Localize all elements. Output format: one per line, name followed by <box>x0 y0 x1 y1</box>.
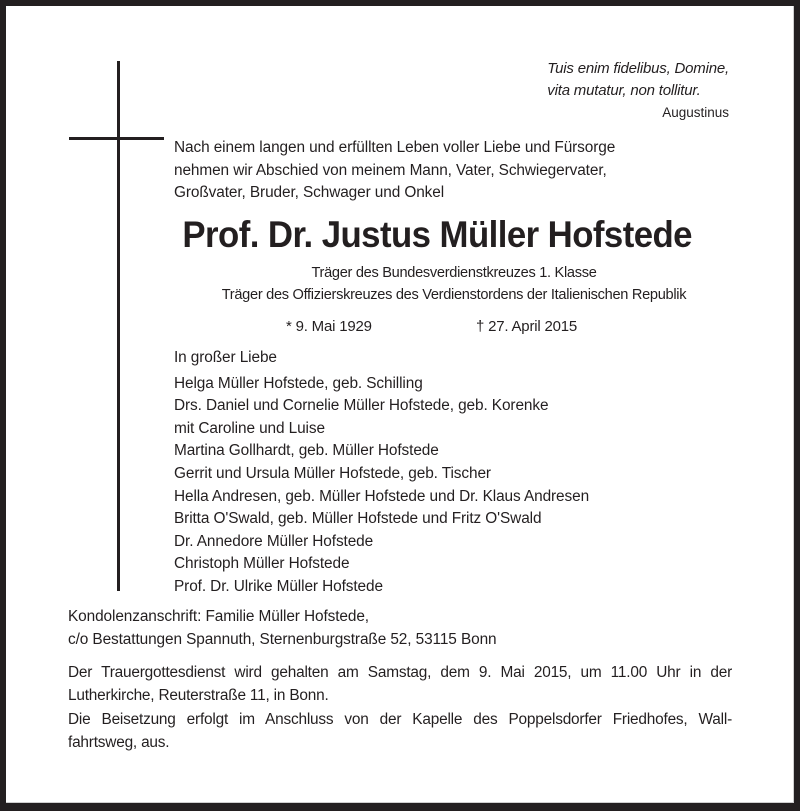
mourner-name: mit Caroline und Luise <box>174 419 325 437</box>
honors <box>174 262 734 306</box>
mourners-list <box>174 347 589 599</box>
address-line: c/o Bestattungen Spannuth, Sternenburgstraße 52, 53115 Bonn <box>68 630 497 648</box>
intro-text <box>174 137 615 205</box>
obituary-notice <box>6 6 794 803</box>
mourner-name: Britta O'Swald, geb. Müller Hofstede und Fritz O'Swald <box>174 510 542 528</box>
mourner-name: Christoph Müller Hofstede <box>174 555 350 573</box>
address-line: Kondolenzanschrift: Familie Müller Hofstede, <box>68 608 369 625</box>
mourner-name: Gerrit und Ursula Müller Hofstede, geb. Tischer <box>174 464 491 482</box>
quote-author: Augustinus <box>662 105 729 120</box>
burial-line: fahrtsweg, aus. <box>68 733 170 751</box>
mourner-name: Prof. Dr. Ulrike Müller Hofstede <box>174 577 383 595</box>
intro-line: Großvater, Bruder, Schwager und Onkel <box>174 184 445 202</box>
service-info <box>68 662 732 754</box>
mourner-name: Drs. Daniel und Cornelie Müller Hofstede, geb. Korenke <box>174 397 549 415</box>
intro-line: nehmen wir Abschied von meinem Mann, Vater, Schwiegervater, <box>174 161 607 179</box>
epigraph-quote <box>547 58 729 102</box>
deceased-name: Prof. Dr. Justus Müller Hofstede <box>182 214 692 255</box>
mourner-name: Hella Andresen, geb. Müller Hofstede und Dr. Klaus Andresen <box>174 487 590 505</box>
mourner-name: Helga Müller Hofstede, geb. Schilling <box>174 374 423 392</box>
latin-cross-icon <box>117 61 120 591</box>
burial-line: Die Beisetzung erfolgt im Anschluss von der Kapelle des Poppelsdorfer Friedhofes, Wall- <box>68 711 732 729</box>
mourners-heading: In großer Liebe <box>174 349 277 366</box>
death-date: † 27. April 2015 <box>476 318 578 335</box>
mourner-name: Dr. Annedore Müller Hofstede <box>174 532 374 550</box>
quote-line: vita mutatur, non tollitur. <box>547 82 701 99</box>
quote-line: Tuis enim fidelibus, Domine, <box>547 60 729 77</box>
burial-text <box>68 709 732 754</box>
honor-line: Träger des Bundesverdienstkreuzes 1. Klasse <box>311 265 597 281</box>
honor-line: Träger des Offizierskreuzes des Verdienstordens der Italienischen Republik <box>221 287 687 303</box>
birth-date: * 9. Mai 1929 <box>286 318 372 335</box>
intro-line: Nach einem langen und erfüllten Leben voller Liebe und Fürsorge <box>174 139 616 156</box>
condolence-address <box>68 606 497 651</box>
funeral-service-text: Der Trauergottesdienst wird gehalten am Samstag, dem 9. Mai 2015, um 11.00 Uhr in der Lutherkirche, Reuterstraße 11, in Bonn. <box>68 664 732 704</box>
mourner-name: Martina Gollhardt, geb. Müller Hofstede <box>174 442 439 460</box>
latin-cross-icon-crossbar <box>69 137 164 140</box>
